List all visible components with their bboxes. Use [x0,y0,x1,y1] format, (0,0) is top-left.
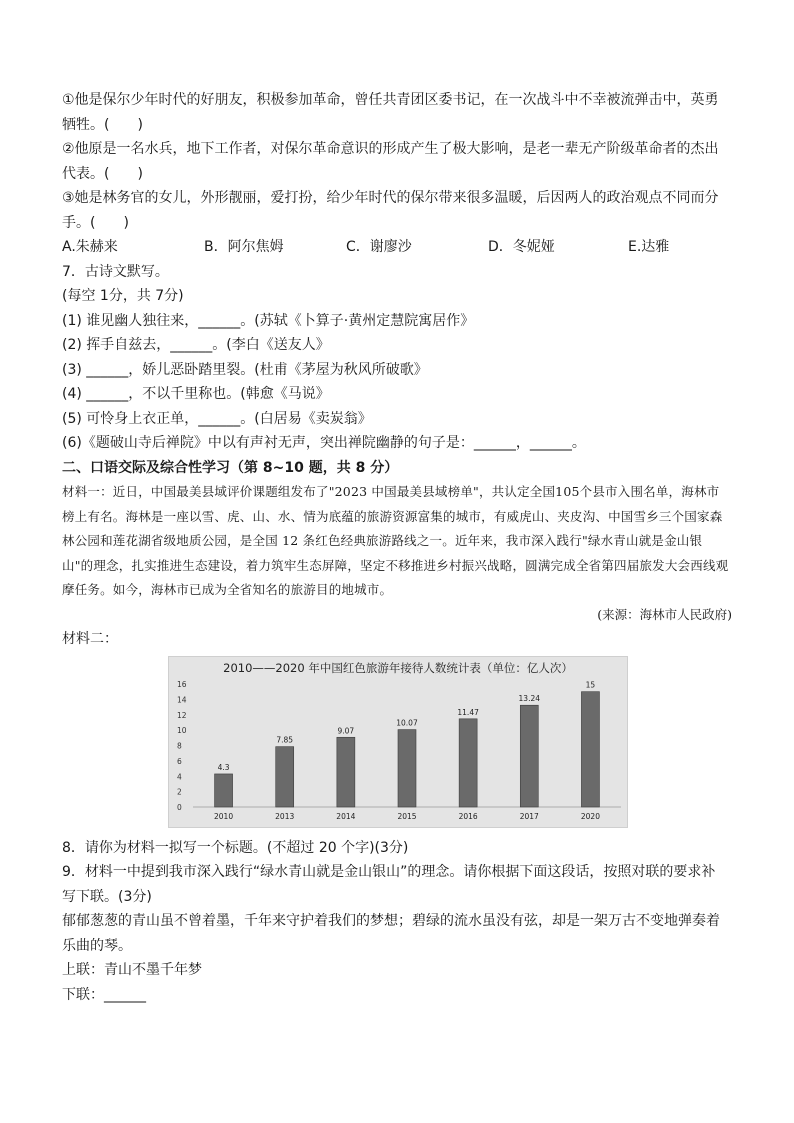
bar [581,691,599,806]
material-one: 材料一：近日，中国最美县域评价课题组发布了"2023 中国最美县域榜单"，共认定全国105个县市入围名单，海林市榜上有名。海林是一座以雪、虎、山、水、情为底蕴的旅游资源富集的城市，有威虎山、夹皮沟、中国雪乡三个国家森林公园和莲花湖省级地质公园，是全国 12 条红色经典旅游路线之一。近年来，我市深入践行"绿水青山就是金山银山"的理念，扎实推进生态建设，着力筑牢生态屏障，坚定不移推进乡村振兴战略，圆满完成全省第四届旅发大会西线观摩任务。如今，海林市已成为全省知名的旅游目的地城市。 [62,484,729,597]
option-d: D．冬妮娅 [488,239,555,255]
chart-svg [169,657,627,827]
material-source: (来源：海林市人民政府) [597,606,732,622]
bar [276,746,294,806]
y-tick-label: 2 [177,787,182,797]
y-tick-label: 4 [177,771,182,781]
chart-title: 2010——2020 年中国红色旅游年接待人数统计表（单位：亿人次） [223,660,573,675]
passage-line-2: 乐曲的琴。 [62,937,132,954]
q7-line-3: (3) ______，娇儿恶卧踏里裂。(杜甫《茅屋为秋风所破歌》 [62,361,428,378]
lower-couplet: 下联：______ [62,986,146,1003]
bar [398,729,416,806]
x-tick-label: 2020 [580,811,600,821]
y-tick-label: 14 [177,694,187,704]
x-tick-label: 2010 [214,811,234,821]
y-tick-label: 8 [177,741,182,750]
data-label: 11.47 [457,707,479,717]
option-a: A.朱赫来 [62,239,118,255]
material-two-label: 材料二： [62,631,118,647]
exam-page [62,88,732,1007]
option-e: E.达雅 [628,239,670,255]
x-tick-label: 2017 [519,811,539,821]
q6-item1-cont: 牺牲。( ) [62,116,143,133]
bar [459,718,477,806]
q7-title: 7．古诗文默写。 [62,263,169,280]
y-tick-label: 0 [177,802,182,812]
data-label: 10.07 [396,718,418,728]
y-tick-label: 12 [177,710,187,720]
y-tick-label: 10 [177,725,187,735]
x-tick-label: 2015 [397,811,417,821]
q6-item1: ①他是保尔少年时代的好朋友，积极参加革命，曾任共青团区委书记，在一次战斗中不幸被流弹击中，英勇 [62,92,719,108]
q7-score: (每空 1分，共 7分) [62,288,184,304]
data-label: 15 [585,680,596,690]
x-tick-label: 2016 [458,811,478,821]
q6-options [62,235,732,260]
q9-text: 9．材料一中提到我市深入践行“绿水青山就是金山银山”的理念。请你根据下面这段话，按照对联的要求补 [62,864,716,880]
data-label: 13.24 [518,693,541,703]
q7-line-1: (1) 谁见幽人独往来，______。(苏轼《卜算子·黄州定慧院寓居作》 [62,312,475,329]
data-label: 7.85 [276,735,294,745]
q7-line-2: (2) 挥手自兹去，______。(李白《送友人》 [62,337,330,353]
passage-line-1: 郁郁葱葱的青山虽不曾着墨，千年来守护着我们的梦想；碧绿的流水虽没有弦，却是一架万古不变地弹奏着 [62,913,720,929]
q7-line-5: (5) 可怜身上衣正单，______。(白居易《卖炭翁》 [62,410,372,427]
x-tick-label: 2013 [275,811,295,821]
bar [337,737,355,807]
y-tick-label: 16 [177,679,187,689]
bar [215,773,233,806]
q7-line-4: (4) ______，不以千里称也。(韩愈《马说》 [62,386,330,402]
upper-couplet: 上联：青山不墨千年梦 [62,962,202,978]
bar [520,705,538,807]
bar-chart [168,656,628,828]
q9-text-cont: 写下联。(3分) [62,888,152,905]
q6-item3: ③她是林务官的女儿，外形靓丽，爱打扮，给少年时代的保尔带来很多温暖，后因两人的政治观点不同而分 [62,190,719,206]
option-c: C．谢廖沙 [346,239,412,255]
x-tick-label: 2014 [336,811,356,821]
section-heading: 二、口语交际及综合性学习（第 8~10 题，共 8 分） [62,459,399,476]
q6-item3-cont: 手。( ) [62,214,129,231]
q6-item2: ②他原是一名水兵，地下工作者，对保尔革命意识的形成产生了极大影响，是老一辈无产阶级革命者的杰出 [62,141,719,157]
y-tick-label: 6 [177,756,182,766]
q8-text: 8．请你为材料一拟写一个标题。(不超过 20 个字)(3分) [62,839,409,856]
option-b: B．阿尔焦姆 [204,239,284,255]
q7-line-6: (6)《题破山寺后禅院》中以有声衬无声，突出禅院幽静的句子是：______，______。 [62,435,586,451]
q6-item2-cont: 代表。( ) [62,165,143,182]
data-label: 9.07 [337,725,355,735]
data-label: 4.3 [217,762,230,772]
